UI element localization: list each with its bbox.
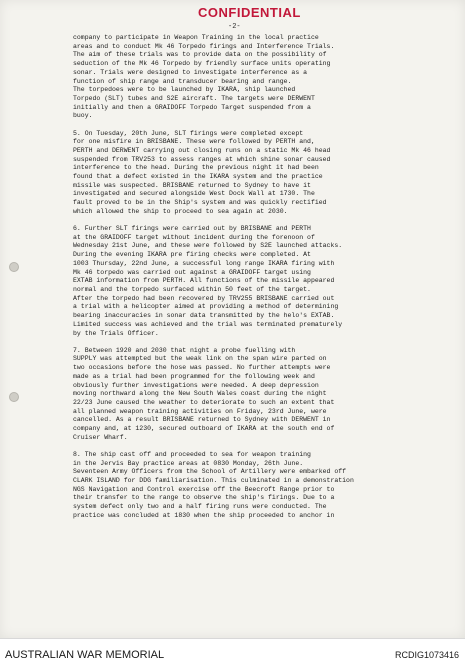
- text-line: practice was concluded at 1830 when the ship proceeded to anchor in: [73, 511, 335, 519]
- document-body: [73, 34, 393, 529]
- text-line: Limited success was achieved and the trial was terminated prematurely: [73, 320, 343, 328]
- text-line: 1003 Thursday, 22nd June, a successful long range IKARA firing with: [73, 259, 335, 267]
- text-line: buoy.: [73, 112, 93, 120]
- paragraph: [73, 451, 393, 521]
- text-line: interference to the head. During the previous night it had been: [73, 164, 319, 172]
- text-line: CLARK ISLAND for DDG familiarisation. This culminated in a demonstration: [73, 477, 354, 485]
- text-line: EXTAB information from PERTH. All functions of the missile appeared: [73, 277, 335, 285]
- text-line: suspended from TRV253 to assess ranges at which shine sonar caused: [73, 155, 331, 163]
- text-line: for one misfire in BRISBANE. These were followed by PERTH and,: [73, 138, 315, 146]
- text-line: PERTH and DERWENT carrying out closing runs on a static Mk 46 head: [73, 146, 331, 154]
- text-line: 7. Between 1920 and 2030 that night a probe fuelling with: [73, 346, 296, 354]
- text-line: cancelled. As a result BRISBANE returned to Sydney with DERWENT in: [73, 416, 331, 424]
- punch-hole: [9, 392, 19, 402]
- paragraph: [73, 347, 393, 443]
- paragraph: [73, 130, 393, 217]
- punch-hole: [9, 262, 19, 272]
- text-line: their transfer to the range to observe the ship's firings. Due to a: [73, 494, 335, 502]
- text-line: Cruiser Wharf.: [73, 433, 128, 441]
- text-line: made as a trial had been programmed for the following week and: [73, 372, 315, 380]
- text-line: SUPPLY was attempted but the weak link on the span wire parted on: [73, 355, 327, 363]
- text-line: The torpedoes were to be launched by IKARA, ship launched: [73, 86, 296, 94]
- text-line: 5. On Tuesday, 20th June, SLT firings were completed except: [73, 129, 304, 137]
- text-line: by the Trials Officer.: [73, 329, 159, 337]
- text-line: During the evening IKARA pre firing checks were completed. At: [73, 251, 311, 259]
- text-line: areas and to conduct Mk 46 Torpedo firings and Interference Trials.: [73, 42, 335, 50]
- text-line: at the GRAIDOFF target without incident during the forenoon of: [73, 233, 315, 241]
- text-line: a trial with a helicopter aimed at providing a method of determining: [73, 303, 339, 311]
- text-line: The aim of these trials was to provide data on the possibility of: [73, 51, 327, 59]
- text-line: initially and then a GRAIDOFF Torpedo Target suspended from a: [73, 103, 311, 111]
- text-line: bearing inaccuracies in sonar data transmitted by the helo's EXTAB.: [73, 312, 335, 320]
- text-line: obviously further investigations were needed. A deep depression: [73, 381, 319, 389]
- text-line: normal and the torpedo surfaced within 50 feet of the target.: [73, 285, 311, 293]
- text-line: seduction of the Mk 46 Torpedo by friendly surface units operating: [73, 60, 331, 68]
- text-line: two occasions before the hose was passed. No further attempts were: [73, 364, 331, 372]
- footer-bar: [0, 638, 465, 667]
- text-line: found that a defect existed in the IKARA system and the practice: [73, 173, 323, 181]
- text-line: Mk 46 torpedo was carried out against a GRAIDOFF target using: [73, 268, 311, 276]
- text-line: which allowed the ship to proceed to sea again at 2030.: [73, 207, 288, 215]
- classification-stamp: CONFIDENTIAL: [198, 5, 301, 20]
- text-line: all planned weapon training activities on Friday, 23rd June, were: [73, 407, 327, 415]
- text-line: NGS Navigation and Control exercise off the Beecroft Range prior to: [73, 485, 335, 493]
- page-number: -2-: [228, 23, 241, 31]
- text-line: Torpedo (SLT) tubes and S2E aircraft. The targets were DERWENT: [73, 94, 315, 102]
- paragraph: [73, 34, 393, 121]
- institution-name: AUSTRALIAN WAR MEMORIAL: [5, 649, 165, 661]
- text-line: 22/23 June caused the weather to deteriorate to such an extent that: [73, 398, 335, 406]
- text-line: 8. The ship cast off and proceeded to sea for weapon training: [73, 450, 311, 458]
- paragraph: [73, 225, 393, 338]
- text-line: sonar. Trials were designed to investigate interference as a: [73, 68, 308, 76]
- text-line: investigated and secured alongside West Dock Wall at 1730. The: [73, 190, 315, 198]
- text-line: fault proved to be in the Ship's system and was quickly rectified: [73, 199, 327, 207]
- document-reference: RCDIG1073416: [394, 650, 459, 660]
- text-line: After the torpedo had been recovered by TRV255 BRISBANE carried out: [73, 294, 335, 302]
- text-line: company to participate in Weapon Training in the local practice: [73, 34, 319, 41]
- text-line: function of ship range and transducer bearing and range.: [73, 77, 292, 85]
- text-line: company and, at 1230, secured outboard of IKARA at the south end of: [73, 425, 335, 433]
- text-line: 6. Further SLT firings were carried out by BRISBANE and PERTH: [73, 225, 311, 233]
- text-line: moving northward along the New South Wales coast during the night: [73, 390, 327, 398]
- text-line: system defect only two and a half firing runs were conducted. The: [73, 503, 327, 511]
- text-line: in the Jervis Bay practice areas at 0830 Monday, 26th June.: [73, 459, 304, 467]
- text-line: Seventeen Army Officers from the School of Artillery were embarked off: [73, 468, 347, 476]
- text-line: missile was suspected. BRISBANE returned to Sydney to have it: [73, 181, 311, 189]
- text-line: Wednesday 21st June, and these were followed by S2E launched attacks.: [73, 242, 343, 250]
